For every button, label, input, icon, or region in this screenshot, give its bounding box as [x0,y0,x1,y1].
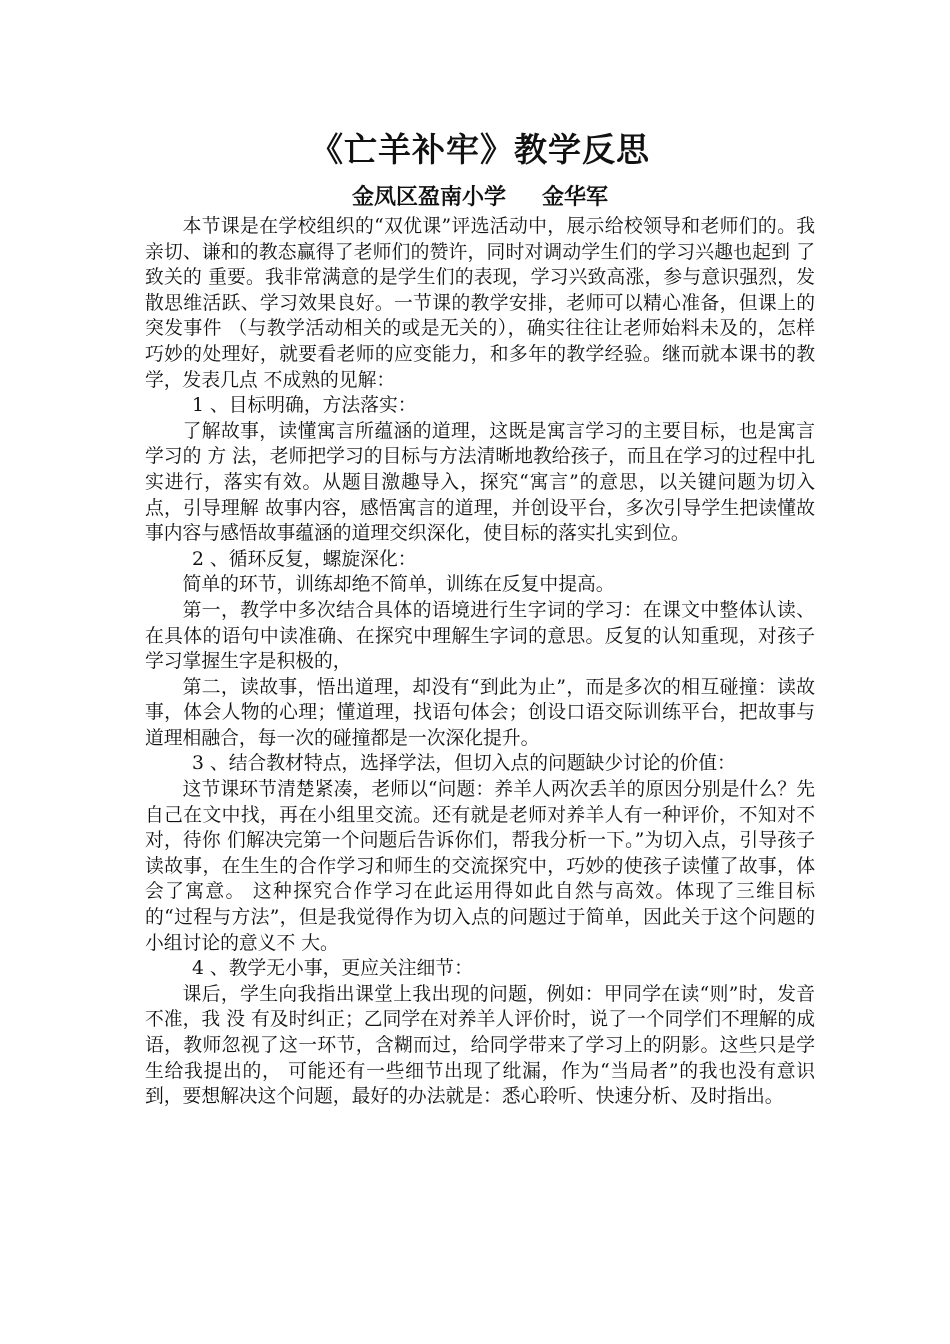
paragraph-intro: 本节课是在学校组织的“双优课”评选活动中，展示给校领导和老师们的。我亲切、谦和的教态赢得了老师们的赞许，同时对调动学生们的学习兴趣也起到 了致关的 重要。我非常满意的是学生们的表现，学习兴致高涨，参与意识强烈，发散思维活跃、学习效果良好。一节课的教学安排，老师可以精心准备，但课上的突发事件 （与教学活动相关的或是无关的），确实往往让老师始料未及的，怎样巧妙的处理好，就要看老师的应变能力，和多年的教学经验。继而就本课书的教学，发表几点 不成熟的见解： [145,216,815,391]
author-school: 金凤区盈南小学 [351,185,506,210]
paragraph: 了解故事，读懂寓言所蕴涵的道理，这既是寓言学习的主要目标，也是寓言学习的 方 法，老师把学习的目标与方法清晰地教给孩子，而且在学习的过程中扎实进行，落实有效。从题目激趣导入，探究“寓言”的意思，以关键问题为切入点，引导理解 故事内容，感悟寓言的道理，并创设平台，多次引导学生把读懂故事内容与感悟故事蕴涵的道理交织深化，使目标的落实扎实到位。 [145,420,815,545]
paragraph: 第一，教学中多次结合具体的语境进行生字词的学习：在课文中整体认读、在具体的语句中读准确、在探究中理解生字词的意思。反复的认知重现，对孩子学习掌握生字是积极的， [145,599,815,673]
paragraph: 这节课环节清楚紧凑，老师以“问题：养羊人两次丢羊的原因分别是什么？先自己在文中找，再在小组里交流。还有就是老师对养羊人有一种评价，不知对不对，待你 们解决完第一个问题后告诉你们，帮我分析一下。”为切入点，引导孩子读故事，在生生的合作学习和师生的交流探究中，巧妙的使孩子读懂了故事，体会了寓意。 这种探究合作学习在此运用得如此自然与高效。体现了三维目标的“过程与方法”，但是我觉得作为切入点的问题过于简单，因此关于这个问题的小组讨论的意义不 大。 [145,779,815,954]
document-byline [145,182,815,214]
document-page [145,128,815,1110]
paragraph: 第二，读故事，悟出道理，却没有“到此为止”，而是多次的相互碰撞：读故事，体会人物的心理；懂道理，找语句体会；创设口语交际训练平台，把故事与道理相融合，每一次的碰撞都是一次深化提升。 [145,676,815,749]
author-name: 金华军 [542,185,609,210]
paragraph: 课后，学生向我指出课堂上我出现的问题，例如：甲同学在读“则”时，发音不准，我 没 有及时纠正；乙同学在对养羊人评价时，说了一个同学们不理解的成语，教师忽视了这一环节，含糊而过，给同学带来了学习上的阴影。这些只是学生给我提出的， 可能还有一些细节出现了纰漏，作为“当局者”的我也没有意识到，要想解决这个问题，最好的办法就是：悉心聆听、快速分析、及时指出。 [145,983,815,1108]
section-heading-4: 4 、教学无小事，更应关注细节： [192,958,473,980]
document-body [145,214,815,1110]
document-title: 《亡羊补牢》教学反思 [310,130,650,169]
section-heading-1: 1 、目标明确，方法落实： [192,395,417,417]
section-heading-3: 3 、结合教材特点，选择学法，但切入点的问题缺少讨论的价值： [192,753,736,775]
paragraph: 简单的环节，训练却绝不简单，训练在反复中提高。 [182,574,615,596]
section-heading-2: 2 、循环反复，螺旋深化： [192,548,417,570]
